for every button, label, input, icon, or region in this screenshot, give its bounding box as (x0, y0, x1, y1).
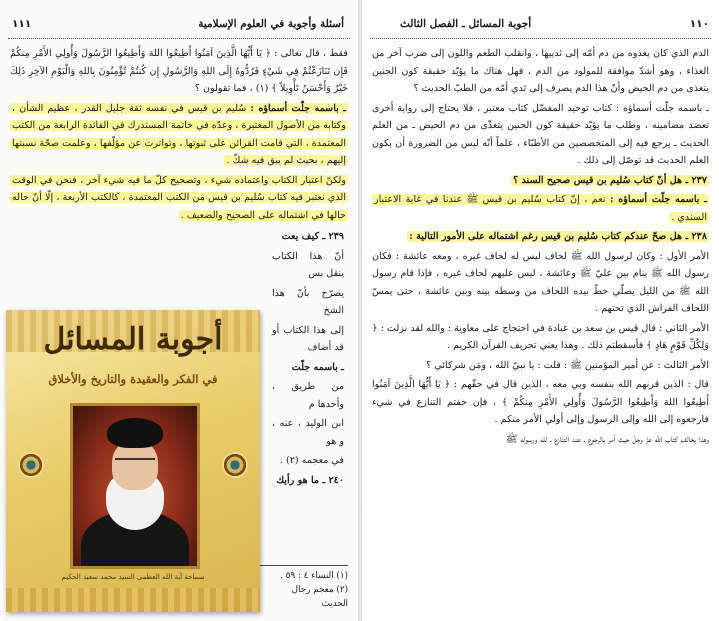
book-cover-image (6, 310, 260, 612)
right-page (362, 0, 719, 621)
highlighted-text: ولكنّ اعتبار الكتاب واعتماده شيء ، وتصحيح كلّ ما فيه شيء آخر ، فنحن في الوقت الذي نعتبر فيه كتاب سُليم بن قيس من الكتب المعتمدة ، كالكتب الأربعة ، إلّا أنّ حاله حالها في اشتماله على الصحيح والضعيف . (12, 174, 346, 221)
paragraph: الدم الذي كان يغذوه من دم أمّه إلى ثدييها ، وانقلب الطعم واللون إلى ضرب آخر من الغذاء ، وهو أشدّ موافقة للمولود من الدم ، فهل هناك ما يؤيّد حقيقة كون الجنين يتغذى من دم الحيض وأنّ هذا الدم يصرف إلى ثدي أمّه من الطبّ الحديث ؟ (372, 48, 709, 94)
text-fragment: من طريق ، وأحدها م (272, 381, 344, 410)
cover-title: أجوبة المسائل (43, 322, 223, 357)
list-item: الأمر الثالث : عن أمير المؤمنين ﷺ : قلت : يا نبيّ الله ، ومَن شركائي ؟ (426, 359, 709, 371)
page-number: ١١١ (12, 18, 32, 30)
text-fragment: أنّ هذا الكتاب ينقل بس (272, 250, 344, 279)
cover-author: سماحة آية الله العظمى السيد محمد سعيد الحكيم (61, 573, 205, 581)
quran-verse-paragraph: فقط ، قال تعالى : ﴿ يَا أَيُّهَا الَّذِينَ آمَنُوا أَطِيعُوا اللهَ وَأَطِيعُوا الرَّسُولَ وَأُولِي الأَمْرِ مِنكُمْ فَإِن تَنَازَعْتُمْ فِي شَيْءٍ فَرُدُّوهُ إِلَى اللهِ وَالرَّسُولِ إِن كُنتُمْ تُؤْمِنُونَ بِاللهِ وَالْيَوْمِ الآخِرِ ذَلِكَ خَيْرٌ وَأَحْسَنُ تَأْوِيلاً ﴾ (١) ، فما تقولون ؟ (10, 48, 348, 94)
footnote: (١) النساء ٤ : ٥٩ . (280, 571, 348, 581)
answer-239-label: ـ باسمه جلّت (291, 361, 344, 373)
question-238 (372, 228, 709, 246)
text-fragment: ابن الوليد ، عنه ، و هو (272, 418, 344, 447)
footnote: (٢) معجم رجال الحديث (291, 585, 348, 609)
rosette-ornament-icon (222, 452, 248, 478)
answer-text: نعم ، إنّ كتاب سُليم بن قيس ﷺ عندنا في غاية الاعتبار السندي . (374, 194, 707, 223)
text-fragment: إلى هذا الكتاب أو قد أضاف (272, 324, 344, 353)
answer-237 (372, 191, 709, 226)
cover-bottom-ornament (6, 588, 260, 612)
question-239-fragment: ٢٣٩ ـ كيف يعت (281, 231, 344, 242)
cover-subtitle: في الفكر والعقيدة والتاريخ والأخلاق (48, 372, 218, 386)
list-item: الأمر الثاني : قال قيس بن سعد بن عبادة في احتجاج على معاوية : والله لقد نزلت : ﴿ وَلِكُلِّ قَوْمٍ هَادٍ ﴾ فأسقطتم ذلك . وهذا يعني تحريف القرآن الكريم . (372, 322, 709, 351)
answer-label: ـ باسمه جلّت أسماؤه : (609, 194, 707, 205)
answer-label: ـ باسمه جلّت أسماؤه : (250, 102, 346, 114)
list-item: قال : الذين قرنهم الله بنفسه وبي معه ، الذين قال في حقّهم : ﴿ يَا أَيُّهَا الَّذِينَ آمَنُوا أَطِيعُوا اللهَ وَأَطِيعُوا الرَّسُولَ وَأُولِي الأَمْرِ مِنكُمْ ﴾ ، فإن خفتم التنازع في شيء فارجعوه إلى الله وإلى الرسول وإلى أولي الأمر منكم . (372, 379, 709, 425)
author-portrait (70, 403, 200, 569)
question-240-fragment: ٢٤٠ ـ ما هو رأيك (276, 474, 344, 486)
highlighted-question: ٢٣٨ ـ هل صحّ عندكم كتاب سُليم بن قيس رغم اشتماله على الأمور التالية : (409, 231, 707, 242)
list-item: الأمر الأول : وكان لرسول الله ﷺ لحاف ليس له لحاف غيره ، ومعه عائشة : فكان رسول الله ﷺ ينام بين عليّ ﷺ وعائشة ، ليس عليهم لحاف غيره ، فإذا قام رسول الله ﷺ من الليل يصلّي حطّ بيده اللحاف من وسطه بينه وبين عائشة ، حتى يمسّ اللحاف الفراش الذي تحتهم . (372, 250, 709, 314)
question-237 (372, 172, 709, 190)
highlighted-question: ٢٣٧ ـ هل أنّ كتاب سُليم بن قيس صحيح السند ؟ (513, 174, 707, 186)
paragraph: ـ باسمه جلّت أسماؤه : كتاب توحيد المفضّل كتاب معتبر ، فلا يحتاج إلى رواية أخرى تعضد مضامينه ، وطلب ما يؤيّد حقيقة كون الجنين يتغذّى من دم الحيض ـ من العلم الحديث ـ يرجع فيه إلى المتخصصين من الأطبّاء ، علماً أنّه ليس من الضرورة أن يكون العلم الحديث قد توصّل إلى ذلك . (372, 102, 709, 166)
running-title: أسئلة وأجوبة في العلوم الإسلامية (198, 18, 344, 30)
list-item: وهذا يخالف كتاب الله عزّ وجلّ حيث أمر بالرجوع ـ عند التنازع ـ لله ورسوله ﷺ (505, 433, 709, 445)
text-fragment: يصرّح بأنّ هذا الشخ (272, 287, 344, 316)
answer-238 (10, 100, 348, 170)
answer-238-continued (10, 172, 348, 225)
left-page-header (8, 16, 350, 39)
running-title: أجوبة المسائل ـ الفصل الثالث (400, 18, 532, 30)
answer-text: سُليم بن قيس في نفسه ثقة جليل القدر ، عظيم الشأن ، وكتابه من الأصول المعتبرة ، وعدّه في خاتمة المستدرك في الفائدة الرابعة من الكتب المعتمدة ، التي قامت القرائن على ثبوتها ، وتواترت عن مؤلّفها ، وعلمت صحّة نسبتها إليهم ، بحيث لم يبق فيه شكّ . (12, 102, 346, 166)
rosette-ornament-icon (18, 452, 44, 478)
book-gutter (358, 0, 362, 621)
right-page-body (362, 45, 719, 448)
page-number: ١١٠ (689, 18, 709, 30)
right-page-header (370, 16, 711, 39)
text-fragment: في معجمه (٢) . (279, 455, 344, 466)
